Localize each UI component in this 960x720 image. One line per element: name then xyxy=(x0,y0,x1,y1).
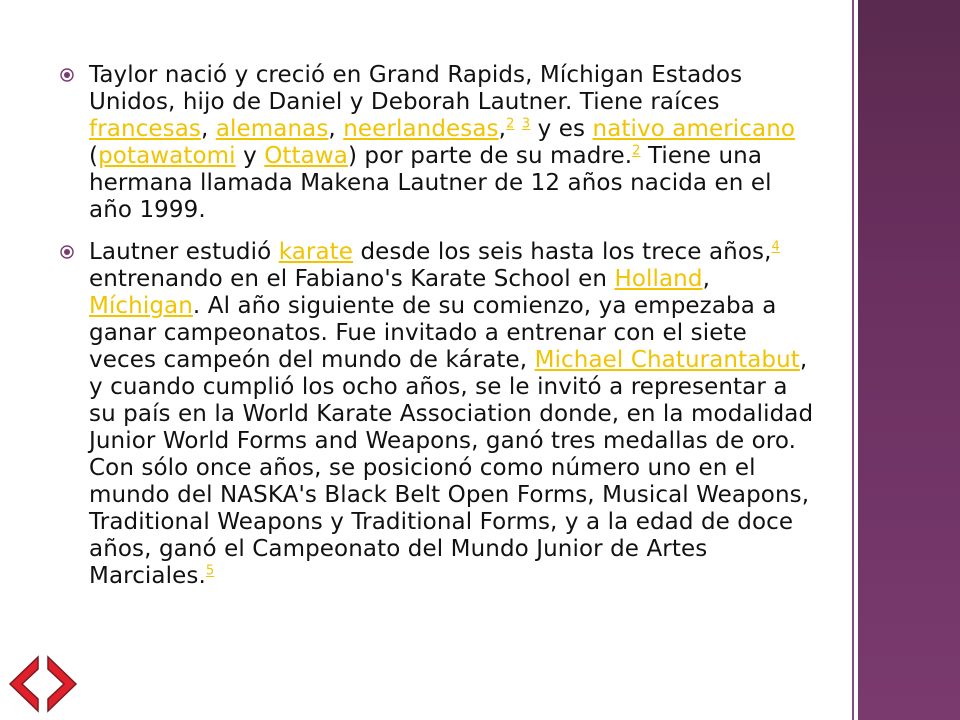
bullet-paragraph-2 xyxy=(60,239,820,590)
bullet-icon xyxy=(60,245,74,259)
text-run xyxy=(514,116,521,142)
inline-link[interactable]: francesas xyxy=(89,116,201,142)
inline-link[interactable]: nativo americano xyxy=(592,116,796,142)
bullet-paragraph-1 xyxy=(60,62,820,224)
footnote-sup xyxy=(206,563,214,578)
footnote-sup xyxy=(772,239,780,254)
text-run: , xyxy=(200,116,216,142)
text-run: . Al año siguiente de su comienzo, ya empezaba a ganar campeonatos. Fue invitado a entrenar con el siete veces campeón del mundo de kárate, xyxy=(89,293,777,373)
text-run: , xyxy=(702,266,710,292)
inline-link[interactable]: alemanas xyxy=(215,116,329,142)
text-run: entrenando en el Fabiano's Karate School en xyxy=(89,266,615,292)
text-run: , xyxy=(498,116,507,142)
text-run: , y cuando cumplió los ocho años, se le invitó a representar a su país en la World Karate Association donde, en la modalidad Junior World Forms and Weapons, ganó tres medallas de oro. Con sólo once años, se posicionó como número uno en el mundo del NASKA's Black Belt Open Forms, Musical Weapons, Traditional Weapons y Traditional Forms, y a la edad de doce años, ganó el Campeonato del Mundo Junior de Artes Marciales. xyxy=(89,347,814,589)
text-run: y es xyxy=(530,116,593,142)
inline-link[interactable]: Ottawa xyxy=(264,143,348,169)
text-run: Taylor nació y creció en Grand Rapids, Míchigan Estados Unidos, hijo de Daniel y Deborah Lautner. Tiene raíces xyxy=(89,62,743,115)
paragraph-text xyxy=(89,239,813,589)
inline-link[interactable]: Míchigan xyxy=(89,293,193,319)
text-run: , xyxy=(328,116,344,142)
text-run: desde los seis hasta los trece años, xyxy=(353,239,772,265)
text-run: y xyxy=(235,143,265,169)
inline-link[interactable]: Holland xyxy=(614,266,703,292)
accent-line xyxy=(852,0,854,720)
inline-link[interactable]: Michael Chaturantabut xyxy=(534,347,800,373)
nav-next-icon[interactable] xyxy=(44,655,80,713)
footnote-ref[interactable]: 2 xyxy=(632,143,641,159)
inline-link[interactable]: karate xyxy=(278,239,354,265)
inline-link[interactable]: neerlandesas xyxy=(343,116,499,142)
footnote-ref[interactable]: 2 xyxy=(506,116,515,132)
footnote-ref[interactable]: 3 xyxy=(521,116,531,132)
footnote-sup xyxy=(522,116,530,131)
inline-link[interactable]: potawatomi xyxy=(98,143,236,169)
nav-prev-icon[interactable] xyxy=(6,655,42,713)
text-run: ) por parte de su madre. xyxy=(347,143,633,169)
text-run: Lautner estudió xyxy=(89,239,279,265)
bullet-icon xyxy=(60,68,74,82)
slide-content xyxy=(60,62,820,605)
footnote-ref[interactable]: 4 xyxy=(771,239,780,255)
text-run: ( xyxy=(89,143,99,169)
footnote-sup xyxy=(632,143,640,158)
accent-side-panel xyxy=(858,0,960,720)
text-run: Tiene una hermana llamada Makena Lautner de 12 años nacida en el año 1999. xyxy=(89,143,772,223)
footnote-ref[interactable]: 5 xyxy=(205,563,215,579)
paragraph-text xyxy=(89,62,795,223)
